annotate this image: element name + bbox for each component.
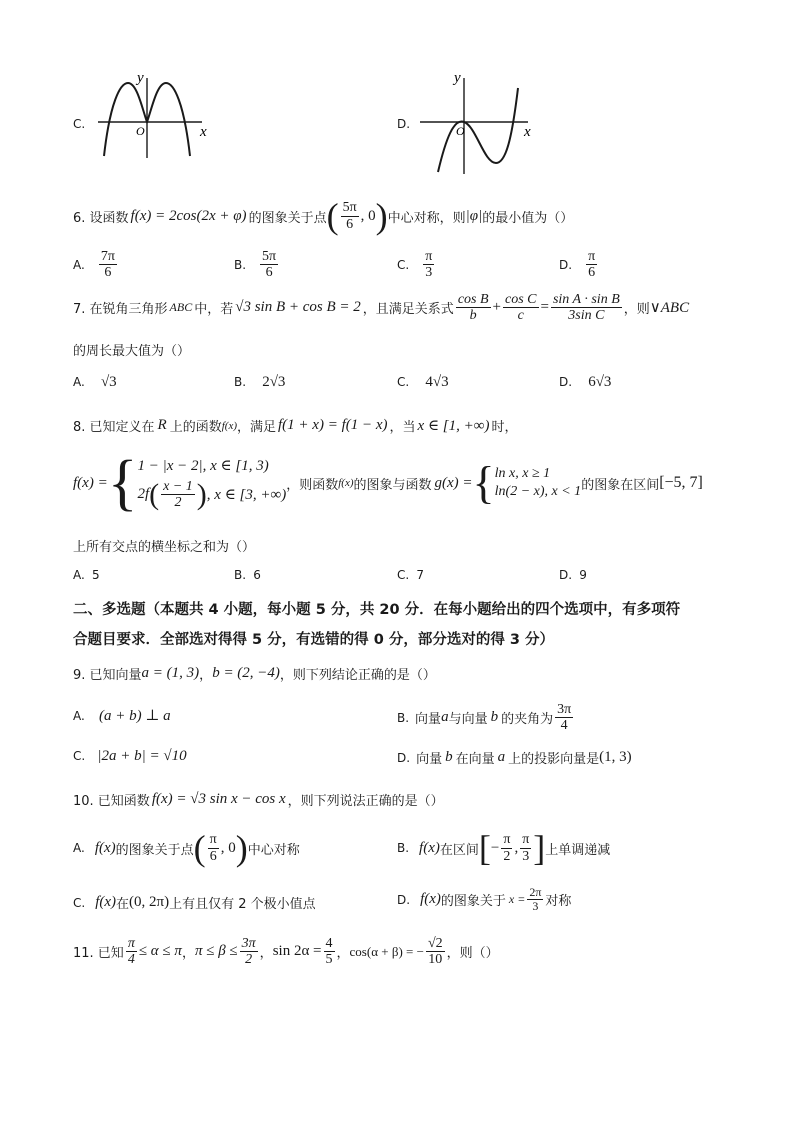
q11-cos-head: cos(α + β) = − xyxy=(349,943,424,959)
q7-stem xyxy=(73,292,689,324)
q8-set-r: R xyxy=(157,417,167,433)
q8-option-d-label: D. xyxy=(559,568,573,582)
q7-option-a[interactable] xyxy=(73,374,117,391)
q8-option-b-label: B. xyxy=(234,568,247,582)
q9-option-d-label: D. xyxy=(397,750,411,765)
q9-text-a: 9. 已知向量 xyxy=(73,668,142,683)
q10-option-b-text-a: 在区间 xyxy=(439,842,479,858)
q8-case-2-tail: , x ∈ [3, +∞) xyxy=(206,487,287,503)
q8-option-d[interactable] xyxy=(559,568,587,583)
q7-plus: + xyxy=(492,299,501,316)
q6-option-d-label: D. xyxy=(559,257,573,272)
q8-case-1: 1 − |x − 2|, x ∈ [1, 3) xyxy=(137,457,269,474)
q8-mid-function: f(x) xyxy=(338,477,354,489)
q10-option-a-function: f(x) xyxy=(94,839,116,856)
q7-option-a-value: √3 xyxy=(100,374,117,390)
q8-definition xyxy=(73,449,703,517)
q10-option-b-bracket-close: ] xyxy=(533,828,546,868)
q10-option-c[interactable] xyxy=(73,893,316,912)
q11-separator-3: ， xyxy=(336,946,350,962)
q11-alpha-lower: $\frac{\pi}{4}$ xyxy=(127,936,135,968)
q7-equals: = xyxy=(540,299,549,316)
q8-option-a-value: 5 xyxy=(91,568,100,582)
q6-option-c-label: C. xyxy=(397,257,410,272)
q8-f-cases xyxy=(137,456,286,511)
q8-option-a[interactable] xyxy=(73,568,100,583)
q8-text-c: ，满足 xyxy=(237,420,277,435)
q10-option-c-interval: (0, 2π) xyxy=(129,894,170,910)
q8-option-c-value: 7 xyxy=(416,568,424,582)
q8-option-c[interactable] xyxy=(397,568,424,583)
q9-option-a[interactable] xyxy=(73,706,171,725)
q10-option-b-fraction-1: $\frac{\pi}{2}$ xyxy=(503,832,511,864)
q6-function: f(x) = 2cos(2x + φ) xyxy=(130,207,247,224)
q6-option-b-value: $\frac{5\pi}{6}$ xyxy=(262,249,277,281)
q9-option-d[interactable] xyxy=(397,748,632,767)
q8-g-case-1: ln x, x ≥ 1 xyxy=(494,466,551,481)
q9-option-d-vector-2: a xyxy=(497,749,506,765)
q6-text-a: 6. 设函数 xyxy=(73,210,129,226)
q10-option-c-label: C. xyxy=(73,895,86,910)
q10-text-b: ，则下列说法正确的是（） xyxy=(287,794,444,809)
q10-option-b-minus: − xyxy=(490,839,500,856)
q8-domain: x ∈ [1, +∞) xyxy=(417,418,490,434)
q9-option-d-text-a: 向量 xyxy=(416,752,443,767)
q10-option-c-text-a: 在 xyxy=(116,897,130,912)
option-d-label: D. xyxy=(397,117,411,131)
q8-text-a: 8. 已知定义在 xyxy=(73,420,155,435)
graph-d xyxy=(418,68,543,178)
q9-option-d-value: (1, 3) xyxy=(599,749,632,765)
q7-option-c-label: C. xyxy=(397,375,410,389)
q10-option-a-paren-close: ) xyxy=(235,828,248,868)
q6-paren-close: ) xyxy=(375,196,388,236)
q10-option-a-text-a: 的图象关于点 xyxy=(115,842,194,858)
q9-option-d-text-b: 在向量 xyxy=(455,752,495,767)
q9-option-a-label: A. xyxy=(73,709,85,723)
q10-option-b-comma: , xyxy=(514,839,519,856)
q9-option-b-vector-1: a xyxy=(441,709,449,726)
graph-d-origin: O xyxy=(456,124,465,138)
graph-c-y-label: y xyxy=(137,70,144,86)
graph-c xyxy=(92,68,217,160)
q9-option-d-vector-1: b xyxy=(445,749,453,765)
q10-option-c-function: f(x) xyxy=(95,894,117,910)
q10-function: f(x) = √3 sin x − cos x xyxy=(151,791,286,807)
q10-option-a-fraction: $\frac{\pi}{6}$ xyxy=(209,832,217,864)
q7-option-b-value: 2√3 xyxy=(262,374,286,390)
q6-option-d-value: $\frac{\pi}{6}$ xyxy=(588,249,596,281)
q10-option-b-bracket-open: [ xyxy=(478,828,491,868)
q8-g-lhs: g(x) = xyxy=(434,474,473,491)
q10-option-d-text-a: 的图象关于 xyxy=(440,894,506,910)
q8-g-case-2: ln(2 − x), x < 1 xyxy=(494,484,582,499)
q6-option-c-value: $\frac{\pi}{3}$ xyxy=(425,249,433,281)
q10-option-b-fraction-2: $\frac{\pi}{3}$ xyxy=(522,832,530,864)
q8-text-b: 上的函数 xyxy=(169,420,222,435)
q11-sin-value: $\frac{4}{5}$ xyxy=(325,936,333,968)
q10-option-c-text-b: 上有且仅有 2 个极小值点 xyxy=(169,897,316,912)
q9-option-b-text-b: 与向量 xyxy=(448,712,488,728)
q10-option-a[interactable] xyxy=(73,830,300,866)
q10-text-a: 10. 已知函数 xyxy=(73,794,150,809)
q7-text-b: 中，若 xyxy=(194,302,234,318)
q6-option-b[interactable] xyxy=(234,249,280,281)
q9-option-b-text-c: 的夹角为 xyxy=(501,712,554,728)
q7-triangle-symbol: ∨ABC xyxy=(649,300,690,317)
q10-option-a-tail: , 0 xyxy=(220,839,236,856)
q10-stem xyxy=(73,790,444,809)
graph-d-x-label: x xyxy=(524,124,531,140)
q9-vector-b: b = (2, −4) xyxy=(212,665,280,681)
q7-option-c-value: 4√3 xyxy=(425,374,449,390)
q9-option-a-value: (a + b) ⊥ a xyxy=(98,708,171,724)
q9-option-c-label: C. xyxy=(73,749,86,763)
q6-option-a-label: A. xyxy=(73,257,85,272)
q7-fraction-1: $\frac{\text{cos B}}{b}$ xyxy=(457,292,489,324)
q7-option-d[interactable] xyxy=(559,374,611,391)
q9-option-b-angle: $\frac{3\pi}{4}$ xyxy=(557,702,572,734)
q9-vector-a: a = (1, 3) xyxy=(141,665,200,681)
q11-sin-head: sin 2α = xyxy=(272,943,322,960)
q10-option-a-label: A. xyxy=(73,841,85,855)
q9-option-c-value: |2a + b| = √10 xyxy=(97,748,187,764)
q9-option-c[interactable] xyxy=(73,748,187,765)
q11-text-a: 11. 已知 xyxy=(73,946,124,962)
q7-text-c: ，且满足关系式 xyxy=(362,302,454,318)
q11-cos-value: $\frac{√2}{10}$ xyxy=(427,936,443,968)
q7-option-b[interactable] xyxy=(234,374,285,391)
option-c-label: C. xyxy=(73,117,86,131)
section-2-heading-line-2: 合题目要求．全部选对得得 5 分，有选错的得 0 分，部分选对的得 3 分） xyxy=(73,632,555,648)
q10-option-d-text-b: 对称 xyxy=(545,894,572,910)
q11-stem xyxy=(73,936,499,968)
q7-line-2: 的周长最大值为（） xyxy=(73,344,191,359)
section-2-heading-line-1: 二、多选题（本题共 4 小题，每小题 5 分，共 20 分．在每小题给出的四个选项中，有多项符 xyxy=(73,602,681,618)
q10-option-a-text-b: 中心对称 xyxy=(247,842,300,858)
q10-option-b-function: f(x) xyxy=(419,839,440,856)
q10-option-b[interactable] xyxy=(397,830,610,866)
q8-option-d-value: 9 xyxy=(579,568,587,582)
q8-text-e: 时， xyxy=(491,420,518,435)
q7-option-a-label: A. xyxy=(73,375,85,389)
q7-fraction-3: $\frac{\text{sin A · sin B}}{\text{3sin C}}$ xyxy=(552,292,620,324)
q8-case-2-fraction: $\frac{x - 1}{2}$ xyxy=(163,478,193,510)
q8-text-mid-c: 的图象在区间 xyxy=(581,477,660,493)
q7-option-d-value: 6√3 xyxy=(588,374,612,390)
q9-option-b-label: B. xyxy=(397,710,410,725)
q6-option-b-label: B. xyxy=(234,257,247,272)
q6-stem xyxy=(73,198,573,234)
q6-text-b: 的图象关于点 xyxy=(248,210,327,226)
q7-text-d: ，则 xyxy=(623,302,650,318)
q11-beta-range: π ≤ β ≤ xyxy=(194,943,238,960)
q10-option-d-label: D. xyxy=(397,892,411,907)
q9-option-d-text-c: 上的投影向量是 xyxy=(508,752,600,767)
graph-d-y-label: y xyxy=(454,70,461,86)
q11-alpha-range: ≤ α ≤ π xyxy=(138,943,182,960)
q9-text-b: ，则下列结论正确的是（） xyxy=(279,668,436,683)
q9-option-b-text-a: 向量 xyxy=(415,712,442,728)
q10-option-b-label: B. xyxy=(397,841,410,855)
q10-option-d-x: x = xyxy=(508,892,526,907)
q8-g-cases xyxy=(495,466,582,500)
q7-triangle-name: ABC xyxy=(169,300,193,315)
graph-c-x-label: x xyxy=(200,124,207,140)
q8-f-lhs: f(x) = xyxy=(73,474,108,491)
q6-abs-phi: |φ| xyxy=(465,207,483,224)
q8-interval: [−5, 7] xyxy=(659,474,703,491)
q6-option-a[interactable] xyxy=(73,249,119,281)
q6-option-a-value: $\frac{7\pi}{6}$ xyxy=(100,249,115,281)
q10-option-d[interactable] xyxy=(397,886,571,913)
q8-g-brace: { xyxy=(472,457,495,508)
q6-option-c[interactable] xyxy=(397,249,436,281)
q8-option-b-value: 6 xyxy=(253,568,261,582)
q11-text-b: ，则（） xyxy=(446,946,499,962)
q8-stem xyxy=(73,416,517,435)
q8-text-mid-a: ，则函数 xyxy=(286,477,339,493)
q6-text-c: 中心对称，则 xyxy=(387,210,466,226)
q8-symmetry: f(1 + x) = f(1 − x) xyxy=(278,417,388,433)
q10-option-a-paren-open: ( xyxy=(193,828,206,868)
q8-function-f: f(x) xyxy=(221,419,237,432)
q8-text-d: ，当 xyxy=(389,420,416,435)
q7-fraction-2: $\frac{\text{cos C}}{c}$ xyxy=(505,292,537,324)
q10-option-d-function: f(x) xyxy=(420,891,441,908)
q11-separator-2: ， xyxy=(259,946,273,962)
q7-text-a: 7. 在锐角三角形 xyxy=(73,302,168,318)
q8-f-brace: { xyxy=(107,449,138,517)
q6-option-d[interactable] xyxy=(559,249,599,281)
q9-separator: ， xyxy=(199,668,213,683)
q11-beta-upper: $\frac{3\pi}{2}$ xyxy=(241,936,256,968)
q6-point-tail: , 0 xyxy=(360,207,376,224)
q8-case-2: 2f ( $\frac{x - 1}{2}$ ) , x ∈ [3, +∞) xyxy=(137,477,287,511)
q11-separator-1: ， xyxy=(181,946,195,962)
q6-text-d: 的最小值为（） xyxy=(482,210,574,226)
q9-option-b[interactable] xyxy=(397,702,575,734)
q7-option-c[interactable] xyxy=(397,374,449,391)
q8-text-mid-b: 的图象与函数 xyxy=(353,477,432,493)
q9-option-b-vector-2: b xyxy=(490,709,499,726)
q7-condition: √3 sin B + cos B = 2 xyxy=(235,299,361,316)
q8-option-a-label: A. xyxy=(73,568,85,582)
q8-option-c-label: C. xyxy=(397,568,410,582)
q6-point-fraction: $\frac{5\pi}{6}$ xyxy=(342,200,357,232)
q7-option-b-label: B. xyxy=(234,375,247,389)
q8-case-2-head: 2f xyxy=(137,486,150,502)
q8-option-b[interactable] xyxy=(234,568,261,583)
q8-line-3: 上所有交点的横坐标之和为（） xyxy=(73,540,256,555)
q9-stem xyxy=(73,664,436,683)
q6-paren-open: ( xyxy=(326,196,339,236)
q10-option-b-text-b: 上单调递减 xyxy=(545,842,611,858)
q7-option-d-label: D. xyxy=(559,375,573,389)
q10-option-d-fraction: $\frac{2\pi}{3}$ xyxy=(529,885,542,914)
graph-c-origin: O xyxy=(136,124,145,138)
